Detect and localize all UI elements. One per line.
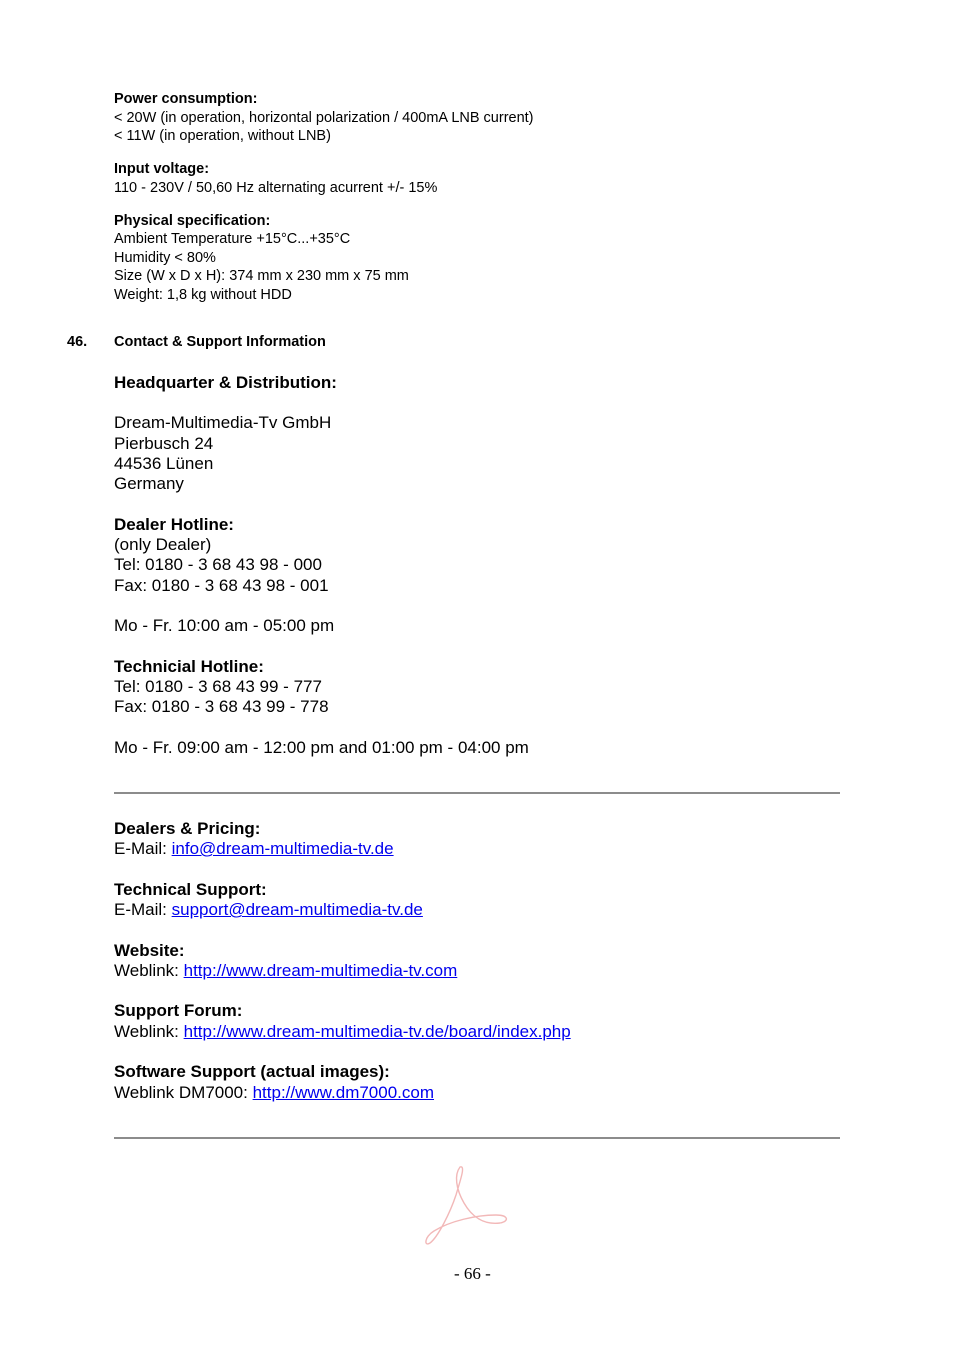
dealers-pricing-line bbox=[114, 839, 394, 859]
physical-line-3: Size (W x D x H): 374 mm x 230 mm x 75 mm bbox=[114, 268, 409, 284]
section-title: Contact & Support Information bbox=[114, 334, 326, 350]
section-number: 46. bbox=[67, 334, 88, 350]
dealer-fax: Fax: 0180 - 3 68 43 98 - 001 bbox=[114, 576, 329, 595]
page-number: - 66 - bbox=[454, 1264, 491, 1283]
dealer-tel: Tel: 0180 - 3 68 43 98 - 000 bbox=[114, 555, 322, 574]
support-forum-heading: Support Forum: bbox=[114, 1001, 243, 1020]
info-email-link[interactable]: info@dream-multimedia-tv.de bbox=[171, 839, 394, 858]
website-heading: Website: bbox=[114, 941, 185, 960]
support-email-link[interactable]: support@dream-multimedia-tv.de bbox=[171, 900, 423, 919]
software-support-heading: Software Support (actual images): bbox=[114, 1062, 390, 1081]
weblink-label: Weblink: bbox=[114, 1022, 184, 1041]
power-line-2: < 11W (in operation, without LNB) bbox=[114, 128, 331, 144]
tech-hotline-tel: Tel: 0180 - 3 68 43 99 - 777 bbox=[114, 677, 322, 696]
physical-line-1: Ambient Temperature +15°C...+35°C bbox=[114, 231, 351, 247]
dealer-hours: Mo - Fr. 10:00 am - 05:00 pm bbox=[114, 616, 335, 635]
tech-hotline-hours: Mo - Fr. 09:00 am - 12:00 pm and 01:00 pm - 04:00 pm bbox=[114, 738, 529, 757]
dealer-line-1: (only Dealer) bbox=[114, 535, 212, 554]
acrobat-logo-icon bbox=[420, 1163, 512, 1251]
hq-heading: Headquarter & Distribution: bbox=[114, 373, 337, 392]
physical-line-2: Humidity < 80% bbox=[114, 250, 216, 266]
dealers-pricing-heading: Dealers & Pricing: bbox=[114, 819, 261, 838]
email-label: E-Mail: bbox=[114, 900, 172, 919]
input-line-1: 110 - 230V / 50,60 Hz alternating acurrent +/- 15% bbox=[114, 180, 438, 196]
website-link[interactable]: http://www.dream-multimedia-tv.com bbox=[183, 961, 458, 980]
email-label: E-Mail: bbox=[114, 839, 172, 858]
website-line bbox=[114, 961, 457, 981]
physical-heading: Physical specification: bbox=[114, 213, 271, 229]
weblink-label: Weblink: bbox=[114, 961, 184, 980]
technical-support-line bbox=[114, 900, 423, 920]
dealer-heading: Dealer Hotline: bbox=[114, 515, 234, 534]
software-support-line bbox=[114, 1083, 434, 1103]
physical-line-4: Weight: 1,8 kg without HDD bbox=[114, 287, 292, 303]
input-heading: Input voltage: bbox=[114, 161, 210, 177]
power-line-1: < 20W (in operation, horizontal polarization / 400mA LNB current) bbox=[114, 110, 534, 126]
hq-line-3: 44536 Lünen bbox=[114, 454, 214, 473]
hq-line-1: Dream-Multimedia-Tv GmbH bbox=[114, 413, 332, 432]
forum-link[interactable]: http://www.dream-multimedia-tv.de/board/index.php bbox=[183, 1022, 571, 1041]
support-forum-line bbox=[114, 1022, 571, 1042]
tech-hotline-fax: Fax: 0180 - 3 68 43 99 - 778 bbox=[114, 697, 329, 716]
divider-bottom bbox=[114, 1137, 840, 1139]
dm7000-link[interactable]: http://www.dm7000.com bbox=[252, 1083, 435, 1102]
tech-hotline-heading: Technicial Hotline: bbox=[114, 657, 264, 676]
power-heading: Power consumption: bbox=[114, 91, 258, 107]
technical-support-heading: Technical Support: bbox=[114, 880, 267, 899]
hq-line-2: Pierbusch 24 bbox=[114, 434, 214, 453]
divider-top bbox=[114, 792, 840, 794]
hq-line-4: Germany bbox=[114, 474, 184, 493]
weblink-label: Weblink DM7000: bbox=[114, 1083, 253, 1102]
